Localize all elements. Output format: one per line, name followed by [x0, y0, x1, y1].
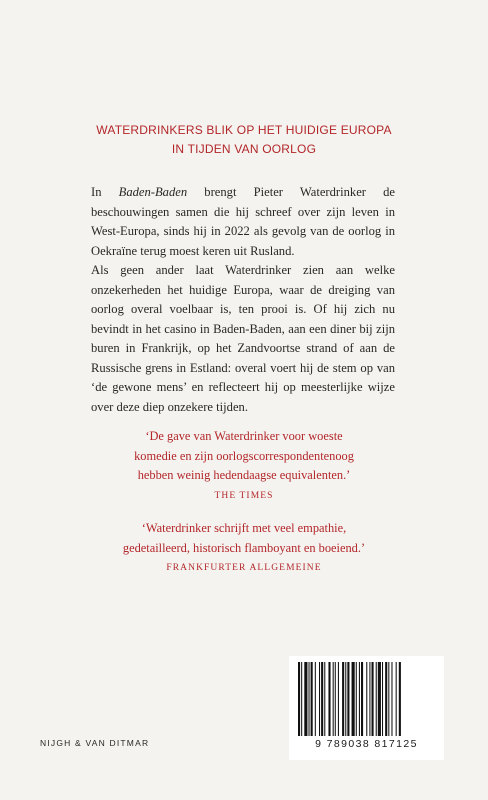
blurb-p1-prefix: In: [91, 185, 119, 199]
quote-1-line-2: komedie en zijn oorlogscorrespondentenoog: [134, 448, 354, 463]
quote-1-source: THE TIMES: [214, 490, 274, 501]
publisher-name: NIJGH & VAN DITMAR: [40, 738, 150, 748]
blurb-paragraph-1: [91, 183, 395, 261]
review-quote-2: [40, 519, 448, 576]
barcode-bars: [298, 662, 435, 736]
review-quote-1: [40, 427, 448, 504]
cover-heading: [40, 121, 448, 159]
book-title-italic: Baden-Baden: [118, 185, 188, 199]
quote-2-line-1: ‘Waterdrinker schrijft met veel empathie,: [141, 521, 347, 535]
heading-line-2: IN TIJDEN VAN OORLOG: [171, 142, 317, 156]
heading-line-1: WATERDRINKERS BLIK OP HET HUIDIGE EUROPA: [96, 123, 392, 137]
quote-1-line-3: hebben weinig hedendaagse equivalenten.’: [137, 468, 351, 482]
blurb-paragraph-2: Als geen ander laat Waterdrinker zien aan welke onzekerheden het huidige Europa, waar de dreiging van oorlog overal voelbaar is, ten prooi is. Of hij zich nu bevindt in het casino in Baden-Baden, aan een diner bij zijn buren in Frankrijk, op het Zandvoortse strand of aan de Russische grens in Estland: overal voert hij de stem op van ‘de gewone mens’ en reflecteert hij op meesterlijke wijze over deze diep onzekere tijden.: [91, 263, 395, 414]
isbn-barcode: [289, 656, 444, 760]
quote-2-line-2: gedetailleerd, historisch flamboyant en boeiend.’: [122, 540, 366, 555]
blurb-p1-rest: brengt Pieter Waterdrinker de beschouwingen samen die hij schreef over zijn leven in West-Europa, sinds hij in 2022 als gevolg van de oorlog in Oekraïne terug moest keren uit Rusland.: [91, 185, 396, 258]
isbn-number: 9 789038 817125: [315, 738, 418, 750]
quote-1-line-1: ‘De gave van Waterdrinker voor woeste: [145, 429, 343, 443]
quote-2-source: FRANKFURTER ALLGEMEINE: [166, 563, 322, 573]
blurb: [91, 183, 395, 417]
